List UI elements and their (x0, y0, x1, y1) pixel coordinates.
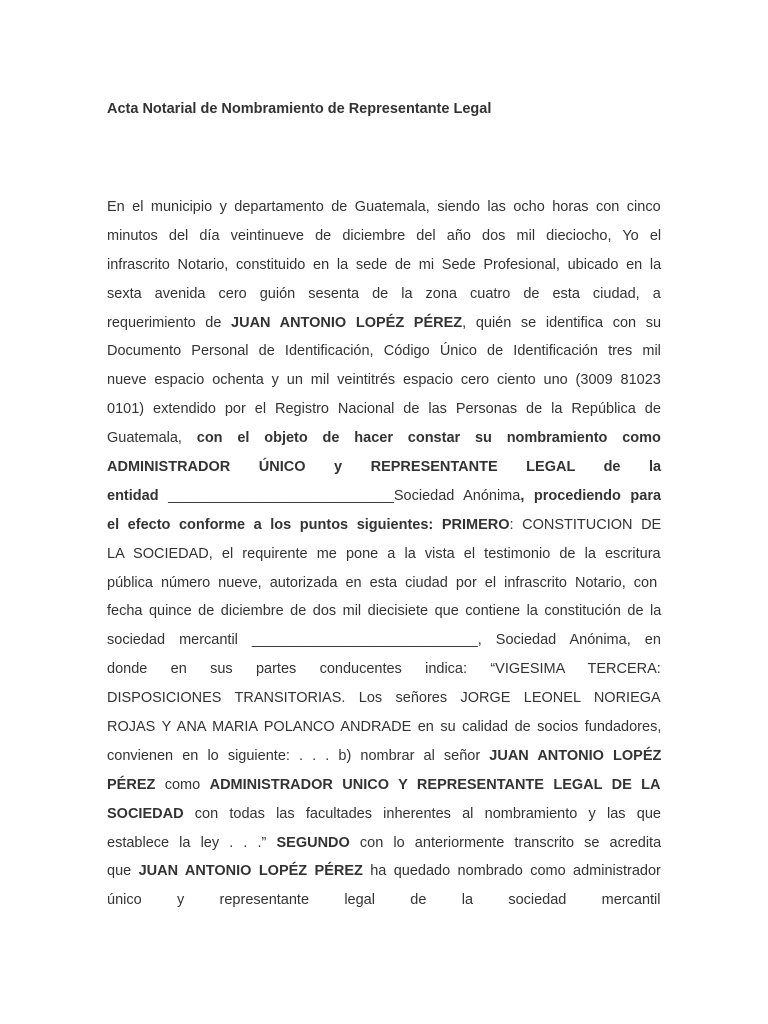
bold-text: con el objeto de hacer constar su nombramiento como (196, 430, 661, 447)
body-line (107, 251, 661, 280)
body-line (107, 655, 661, 684)
bold-text: JUAN ANTONIO LOPÉZ (489, 747, 662, 764)
body-line (107, 540, 661, 569)
body-text-segment: sociedad mercantil ____________________________, Sociedad Anónima, en (107, 632, 661, 649)
body-text-segment: convienen en lo siguiente: . . . b) nombrar al señor (107, 747, 490, 764)
bold-text: PÉREZ (107, 776, 156, 793)
body-line (107, 886, 661, 915)
body-line (107, 395, 661, 424)
body-text-segment: Documento Personal de Identificación, Código Único de Identificación tres mil (107, 343, 661, 360)
body-line (107, 597, 661, 626)
body-text-segment: fecha quince de diciembre de dos mil diecisiete que contiene la constitución de la (107, 603, 662, 620)
bold-text: JUAN ANTONIO LOPÉZ PÉREZ (138, 863, 363, 880)
body-text-segment: con lo anteriormente transcrito se acredita (349, 834, 662, 851)
body-text-segment: como (155, 776, 210, 793)
body-text-segment: único y representante legal de la sociedad mercantil (107, 892, 661, 909)
body-line (107, 742, 661, 771)
body-line (107, 337, 661, 366)
body-text-segment: nueve espacio ochenta y un mil veintitrés espacio cero ciento uno (3009 81023 (107, 372, 661, 389)
body-line (107, 453, 661, 482)
body-text-segment: ROJAS Y ANA MARIA POLANCO ANDRADE en su calidad de socios fundadores, (107, 719, 662, 736)
body-text-segment: ____________________________Sociedad Anónima (158, 487, 521, 504)
bold-text: ADMINISTRADOR UNICO Y REPRESENTANTE LEGAL DE LA (209, 776, 661, 793)
body-text-segment: establece la ley . . .” (107, 834, 277, 851)
bold-text: SOCIEDAD (107, 805, 184, 822)
body-text-segment: donde en sus partes conducentes indica: “VIGESIMA TERCERA: (107, 661, 661, 678)
body-line (107, 569, 661, 598)
bold-text: SEGUNDO (276, 834, 350, 851)
bold-text: ADMINISTRADOR ÚNICO y REPRESENTANTE LEGAL (107, 459, 576, 476)
body-text-segment: con todas las facultades inherentes al nombramiento y las que (183, 805, 661, 822)
body-line (107, 829, 661, 858)
body-text-segment: que (107, 863, 139, 880)
body-text-segment: minutos del día veintinueve de diciembre del año dos mil dieciocho, Yo el (107, 227, 662, 244)
bold-text: JUAN ANTONIO LOPÉZ PÉREZ (231, 314, 463, 331)
body-line (107, 626, 661, 655)
body-line (107, 713, 661, 742)
body-line (107, 800, 661, 829)
body-text-segment: LA SOCIEDAD, el requirente me pone a la vista el testimonio de la escritura (107, 545, 661, 562)
body-line (107, 511, 661, 540)
bold-text: el efecto conforme a los puntos siguientes: PRIMERO (107, 516, 510, 533)
body-text-segment: En el municipio y departamento de Guatemala, siendo las ocho horas con cinco (107, 199, 661, 215)
body-text-segment: , quién se identifica con su (462, 314, 662, 331)
body-line (107, 771, 661, 800)
body-line (107, 309, 661, 338)
body-line (107, 193, 661, 222)
body-line (107, 684, 661, 713)
body-line (107, 424, 661, 453)
bold-text: de la (575, 459, 662, 476)
body-text-segment: infrascrito Notario, constituido en la sede de mi Sede Profesional, ubicado en la (107, 256, 662, 273)
body-text-segment: Guatemala, (107, 430, 197, 447)
document-body (107, 193, 661, 915)
body-text-segment: ha quedado nombrado como administrador (362, 863, 661, 880)
body-line (107, 482, 661, 511)
body-line (107, 857, 661, 886)
body-text-segment: DISPOSICIONES TRANSITORIAS. Los señores JORGE LEONEL NORIEGA (107, 690, 661, 707)
body-text-segment: : CONSTITUCION DE (509, 516, 662, 533)
body-text-segment: requerimiento de (107, 314, 232, 331)
body-line (107, 280, 661, 309)
body-text-segment: sexta avenida cero guión sesenta de la zona cuatro de esta ciudad, a (107, 285, 661, 302)
bold-text: , procediendo para (520, 487, 662, 504)
body-line (107, 366, 661, 395)
body-text-segment: 0101) extendido por el Registro Nacional de las Personas de la República de (107, 401, 661, 418)
document-title: Acta Notarial de Nombramiento de Representante Legal (107, 101, 492, 117)
body-text-segment: pública número nueve, autorizada en esta ciudad por el infrascrito Notario, con (107, 574, 658, 591)
body-line (107, 222, 661, 251)
bold-text: entidad (107, 487, 159, 504)
